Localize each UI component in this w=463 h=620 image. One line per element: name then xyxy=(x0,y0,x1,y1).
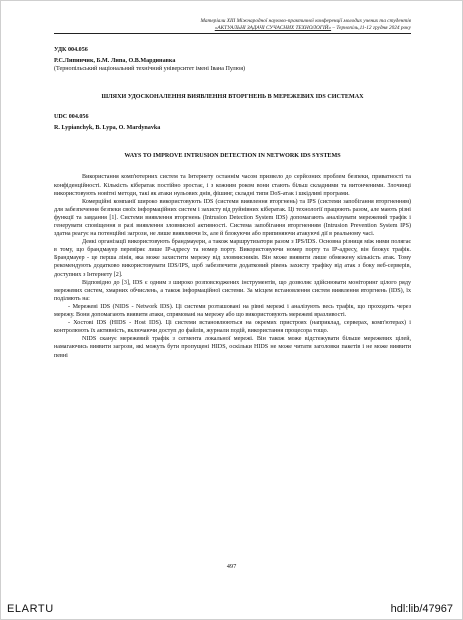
list-item-nids: - Мережеві IDS (NIDS - Network IDS). Ці системи розташовані на рівні мережі і аналізують весь трафік, що проходить через мережу. Вони допомагають виявити атаки, спрямовані на мережу або що використовують мережеві вразливості. xyxy=(54,303,411,319)
document-page xyxy=(54,18,411,360)
conference-header xyxy=(54,18,411,32)
udc-en: UDC 004.056 xyxy=(54,114,89,121)
paragraph-3: Деякі організації використовують брандмауери, а також маршрутизатори разом з IPS/IDS. Основна різниця між ними полягає в тому, що брандмауер перевіряє лише IP-адресу та номер порту. Використовуючи номер порту та IP-адресу, він блокує трафік. Брандмауер - це перша лінія, яка може захистити мережу від зловмисників. Він може виявити лише обмежену кількість атак. Тому рекомендують додатково використовувати IDS/IPS, щоб забезпечити додатковий рівень захисту трафіку від атак з боку веб-серверів, доступних з Інтернету [2]. xyxy=(54,239,411,278)
conference-title-link[interactable]: «АКТУАЛЬНІ ЗАДАЧІ СУЧАСНИХ ТЕХНОЛОГІЙ» xyxy=(214,24,332,31)
header-divider xyxy=(54,33,411,34)
conference-header-line1: Матеріали ХІІІ Міжнародної науково-практичної конференції молодих учених та студентів xyxy=(200,18,411,24)
page-number: 497 xyxy=(226,563,237,570)
conference-header-line2 xyxy=(54,25,411,32)
repository-label: ELARTU xyxy=(7,603,54,615)
authors-en: R. Lypianchyk, B. Lypa, O. Mardynavka xyxy=(54,125,161,132)
paragraph-2: Комерційні компанії широко використовують IDS (системи виявлення вторгнень) та IPS (системи запобігання вторгненням) для забезпечення безпеки своїх інформаційних систем і захисту від руйнівних кібератак. Ці технології працюють разом, але мають різні функції та завдання [1]. Системи виявлення вторгнень (Intrusion Detection System IDS) допомагають аналізувати мережевий трафік і генерувати сповіщення в разі виявлення зловмисної активності. Система запобігання вторгненням (Intrusion Prevention System IPS) здатна реагує на потенційні загрози, не лише виявляючи їх, але й блокуючи або припиняючи атакуючі дії в реальному часі. xyxy=(54,198,411,238)
affiliation-ua: (Тернопільський національний технічний університет імені Івана Пулюя) xyxy=(54,65,246,72)
paragraph-1: Використання комп'ютерних систем та Інтернету останнім часом призвело до серйозних проблем безпеки, приватності та конфіденційності. Кількість кібератак постійно зростає, і з кожним роком вони стають більш складними та витонченими. Злочинці використовують новітні методи, такі як атаки нульових днів, фішинг, складні типи DoS-атак і шкідливі програми. xyxy=(54,174,411,197)
udc-ua: УДК 004.056 xyxy=(54,46,88,53)
article-body xyxy=(54,173,411,359)
authors-ua: Р.С.Липинчик, Б.М. Липа, О.В.Мардинавка xyxy=(54,57,176,64)
handle-identifier: hdl:lib/47967 xyxy=(390,603,453,615)
paragraph-5: NIDS сканує мережевий трафік з сегмента локальної мережі. Він також може відстежувати більше мережевих цілей, намагаючись виявити загрози, які можуть бути пропущені HIDS, оскільки HIDS не може читати заголовки пакетів і не може виявити певні xyxy=(54,336,411,359)
title-ua: ШЛЯХИ УДОСКОНАЛЕННЯ ВИЯВЛЕННЯ ВТОРГНЕНЬ В МЕРЕЖЕВИХ IDS СИСТЕМАХ xyxy=(101,93,364,100)
title-en: WAYS TO IMPROVE INTRUSION DETECTION IN NETWORK IDS SYSTEMS xyxy=(124,153,341,160)
conference-date: – Тернопіль,11-12 грудня 2024 року xyxy=(331,24,411,31)
list-item-hids: - Хостові IDS (HIDS - Host IDS). Ці системи встановлюються на окремих пристроях (наприклад, серверах, комп'ютерах) і контролюють їх активність, включаючи доступ до файлів, журнали подій, використання процесора тощо. xyxy=(54,320,411,335)
paragraph-4: Відповідно до [3], IDS є одним з широко розповсюджених інструментів, що дозволяє здійснювати моніторинг цілого ряду мережевих систем, хмарних обчислень, а також інформаційної системи. За місцем встановлення систем виявлення вторгнень (IDS), їх поділяють на: xyxy=(54,279,411,302)
